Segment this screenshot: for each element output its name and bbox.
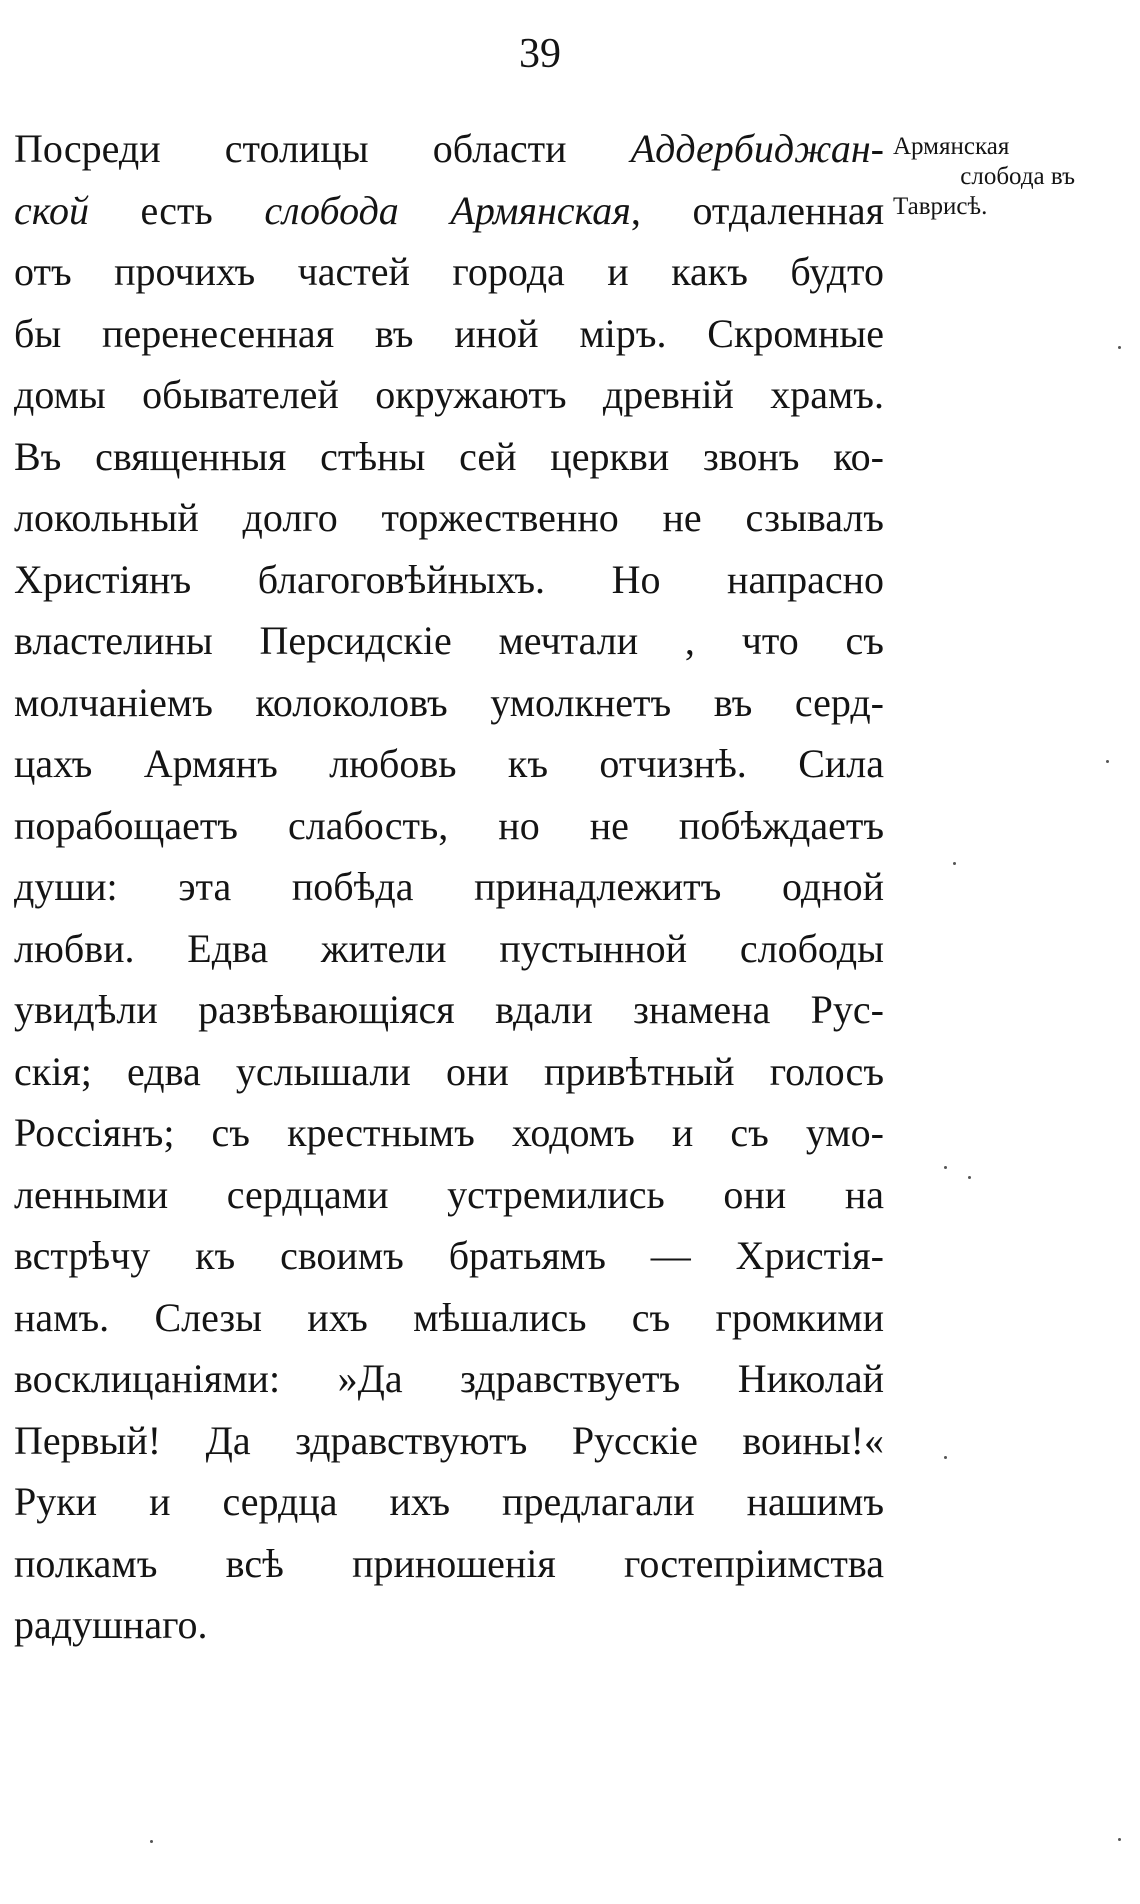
text-line-14: любви. Едва жители пустынной слободы <box>14 925 884 971</box>
text-line-25: радушнаго. <box>14 1602 208 1647</box>
text-line-24: полкамъ всѣ приношенія гостепріимства <box>14 1540 884 1586</box>
text-line-15: увидѣли развѣвающіяся вдали знамена Рус- <box>14 987 884 1032</box>
text-line-4: бы перенесенная въ иной міръ. Скромные <box>14 310 884 356</box>
scan-speck <box>150 1840 153 1843</box>
italic-quarter-name: слобода Армянская <box>264 187 631 233</box>
italic-place-name-end: ской <box>14 187 89 233</box>
text-line-5: домы обывателей окружаютъ древній храмъ. <box>14 372 884 417</box>
margin-note-line-2: слобода въ <box>960 163 1075 190</box>
text-line-12: порабощаетъ слабость, но не побѣждаетъ <box>14 802 884 848</box>
margin-note-line-1: Армянская <box>893 133 1010 160</box>
scan-speck <box>944 1166 947 1169</box>
text-fragment: Посреди столицы области <box>14 126 631 171</box>
text-line-8: Христіянъ благоговѣйныхъ. Но напрасно <box>14 556 884 602</box>
page-number: 39 <box>519 31 561 77</box>
text-line-11: цахъ Армянъ любовь къ отчизнѣ. Сила <box>14 741 884 786</box>
text-line-23: Руки и сердца ихъ предлагали нашимъ <box>14 1479 884 1524</box>
text-line-10: молчаніемъ колоколовъ умолкнетъ въ серд- <box>14 679 884 725</box>
scan-speck <box>1106 760 1109 763</box>
text-line-17: Россіянъ; съ крестнымъ ходомъ и съ умо- <box>14 1110 884 1155</box>
scan-speck <box>1118 346 1121 349</box>
text-fragment: есть <box>88 187 265 233</box>
text-line-1 <box>14 118 884 180</box>
text-line-16: скія; едва услышали они привѣтный голосъ <box>14 1048 884 1094</box>
text-line-22: Первый! Да здравствуютъ Русскіе воины!« <box>14 1417 884 1463</box>
text-line-9: властелины Персидскіе мечтали , что съ <box>14 618 884 663</box>
text-line-18: ленными сердцами устремились они на <box>14 1171 884 1217</box>
margin-note-line-3: Таврисѣ. <box>893 193 988 220</box>
text-line-3: отъ прочихъ частей города и какъ будто <box>14 249 884 294</box>
text-line-13: души: эта побѣда принадлежитъ одной <box>14 864 884 909</box>
body-text <box>14 118 884 1656</box>
italic-place-name: Аддербиджан- <box>630 126 884 171</box>
text-line-21: восклицаніями: »Да здравствуетъ Николай <box>14 1356 884 1401</box>
text-line-19: встрѣчу къ своимъ братьямъ — Христія- <box>14 1233 884 1278</box>
scan-speck <box>944 1456 947 1459</box>
text-line-6: Въ священныя стѣны сей церкви звонъ ко- <box>14 433 884 479</box>
scan-speck <box>1118 1838 1121 1841</box>
scan-speck <box>968 1176 971 1179</box>
text-line-2 <box>14 180 884 242</box>
text-fragment: , отдаленная <box>630 187 885 233</box>
text-line-20: намъ. Слезы ихъ мѣшались съ громкими <box>14 1294 884 1340</box>
text-line-7: локольный долго торжественно не сзывалъ <box>14 495 884 540</box>
margin-note <box>893 132 1075 222</box>
scan-speck <box>953 862 956 865</box>
